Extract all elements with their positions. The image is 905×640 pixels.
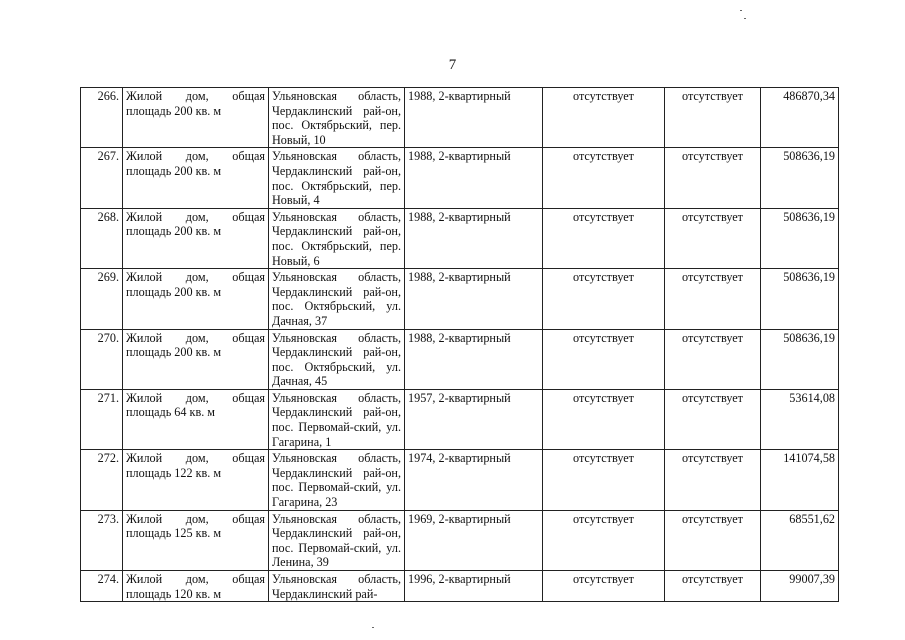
object-name-cell: Жилой дом, общая площадь 125 кв. м bbox=[123, 510, 269, 570]
object-name-cell: Жилой дом, общая площадь 122 кв. м bbox=[123, 450, 269, 510]
row-number-cell: 266. bbox=[81, 88, 123, 148]
restriction-cell: отсутствует bbox=[665, 269, 761, 329]
restriction-cell: отсутствует bbox=[665, 329, 761, 389]
table-row bbox=[81, 510, 839, 570]
year-type-cell: 1988, 2-квартирный bbox=[405, 88, 543, 148]
table-row bbox=[81, 88, 839, 148]
address-cell: Ульяновская область, Чердаклинский рай-он, пос. Первомай-ский, ул. Гагарина, 23 bbox=[269, 450, 405, 510]
encumbrance-cell: отсутствует bbox=[543, 88, 665, 148]
year-type-cell: 1957, 2-квартирный bbox=[405, 389, 543, 449]
scan-speck bbox=[372, 627, 374, 628]
encumbrance-cell: отсутствует bbox=[543, 571, 665, 602]
restriction-cell: отсутствует bbox=[665, 389, 761, 449]
page-number: 7 bbox=[448, 57, 457, 73]
year-type-cell: 1969, 2-квартирный bbox=[405, 510, 543, 570]
table-row bbox=[81, 269, 839, 329]
table-row bbox=[81, 208, 839, 268]
restriction-cell: отсутствует bbox=[665, 571, 761, 602]
table-row bbox=[81, 389, 839, 449]
table-body bbox=[81, 88, 839, 602]
encumbrance-cell: отсутствует bbox=[543, 389, 665, 449]
value-cell: 508636,19 bbox=[761, 269, 839, 329]
address-cell: Ульяновская область, Чердаклинский рай-он, пос. Октябрьский, ул. Дачная, 45 bbox=[269, 329, 405, 389]
address-cell: Ульяновская область, Чердаклинский рай- bbox=[269, 571, 405, 602]
value-cell: 508636,19 bbox=[761, 329, 839, 389]
address-cell: Ульяновская область, Чердаклинский рай-он, пос. Первомай-ский, ул. Гагарина, 1 bbox=[269, 389, 405, 449]
row-number-cell: 274. bbox=[81, 571, 123, 602]
object-name-cell: Жилой дом, общая площадь 64 кв. м bbox=[123, 389, 269, 449]
table-row bbox=[81, 148, 839, 208]
address-cell: Ульяновская область, Чердаклинский рай-он, пос. Октябрьский, пер. Новый, 6 bbox=[269, 208, 405, 268]
row-number-cell: 270. bbox=[81, 329, 123, 389]
year-type-cell: 1974, 2-квартирный bbox=[405, 450, 543, 510]
object-name-cell: Жилой дом, общая площадь 200 кв. м bbox=[123, 269, 269, 329]
table-row bbox=[81, 571, 839, 602]
object-name-cell: Жилой дом, общая площадь 200 кв. м bbox=[123, 148, 269, 208]
object-name-cell: Жилой дом, общая площадь 200 кв. м bbox=[123, 208, 269, 268]
object-name-cell: Жилой дом, общая площадь 200 кв. м bbox=[123, 88, 269, 148]
encumbrance-cell: отсутствует bbox=[543, 148, 665, 208]
row-number-cell: 272. bbox=[81, 450, 123, 510]
year-type-cell: 1988, 2-квартирный bbox=[405, 329, 543, 389]
table-row bbox=[81, 329, 839, 389]
value-cell: 508636,19 bbox=[761, 148, 839, 208]
restriction-cell: отсутствует bbox=[665, 510, 761, 570]
scan-speck bbox=[744, 18, 746, 19]
row-number-cell: 267. bbox=[81, 148, 123, 208]
value-cell: 141074,58 bbox=[761, 450, 839, 510]
row-number-cell: 273. bbox=[81, 510, 123, 570]
property-registry-table bbox=[80, 87, 839, 602]
value-cell: 486870,34 bbox=[761, 88, 839, 148]
year-type-cell: 1996, 2-квартирный bbox=[405, 571, 543, 602]
year-type-cell: 1988, 2-квартирный bbox=[405, 269, 543, 329]
encumbrance-cell: отсутствует bbox=[543, 450, 665, 510]
value-cell: 68551,62 bbox=[761, 510, 839, 570]
restriction-cell: отсутствует bbox=[665, 450, 761, 510]
scan-speck bbox=[740, 10, 742, 11]
restriction-cell: отсутствует bbox=[665, 148, 761, 208]
row-number-cell: 271. bbox=[81, 389, 123, 449]
address-cell: Ульяновская область, Чердаклинский рай-он, пос. Октябрьский, пер. Новый, 4 bbox=[269, 148, 405, 208]
restriction-cell: отсутствует bbox=[665, 208, 761, 268]
value-cell: 508636,19 bbox=[761, 208, 839, 268]
value-cell: 53614,08 bbox=[761, 389, 839, 449]
year-type-cell: 1988, 2-квартирный bbox=[405, 148, 543, 208]
row-number-cell: 268. bbox=[81, 208, 123, 268]
restriction-cell: отсутствует bbox=[665, 88, 761, 148]
address-cell: Ульяновская область, Чердаклинский рай-он, пос. Первомай-ский, ул. Ленина, 39 bbox=[269, 510, 405, 570]
encumbrance-cell: отсутствует bbox=[543, 208, 665, 268]
encumbrance-cell: отсутствует bbox=[543, 269, 665, 329]
address-cell: Ульяновская область, Чердаклинский рай-он, пос. Октябрьский, ул. Дачная, 37 bbox=[269, 269, 405, 329]
encumbrance-cell: отсутствует bbox=[543, 329, 665, 389]
table-row bbox=[81, 450, 839, 510]
object-name-cell: Жилой дом, общая площадь 200 кв. м bbox=[123, 329, 269, 389]
row-number-cell: 269. bbox=[81, 269, 123, 329]
address-cell: Ульяновская область, Чердаклинский рай-он, пос. Октябрьский, пер. Новый, 10 bbox=[269, 88, 405, 148]
year-type-cell: 1988, 2-квартирный bbox=[405, 208, 543, 268]
encumbrance-cell: отсутствует bbox=[543, 510, 665, 570]
object-name-cell: Жилой дом, общая площадь 120 кв. м bbox=[123, 571, 269, 602]
value-cell: 99007,39 bbox=[761, 571, 839, 602]
